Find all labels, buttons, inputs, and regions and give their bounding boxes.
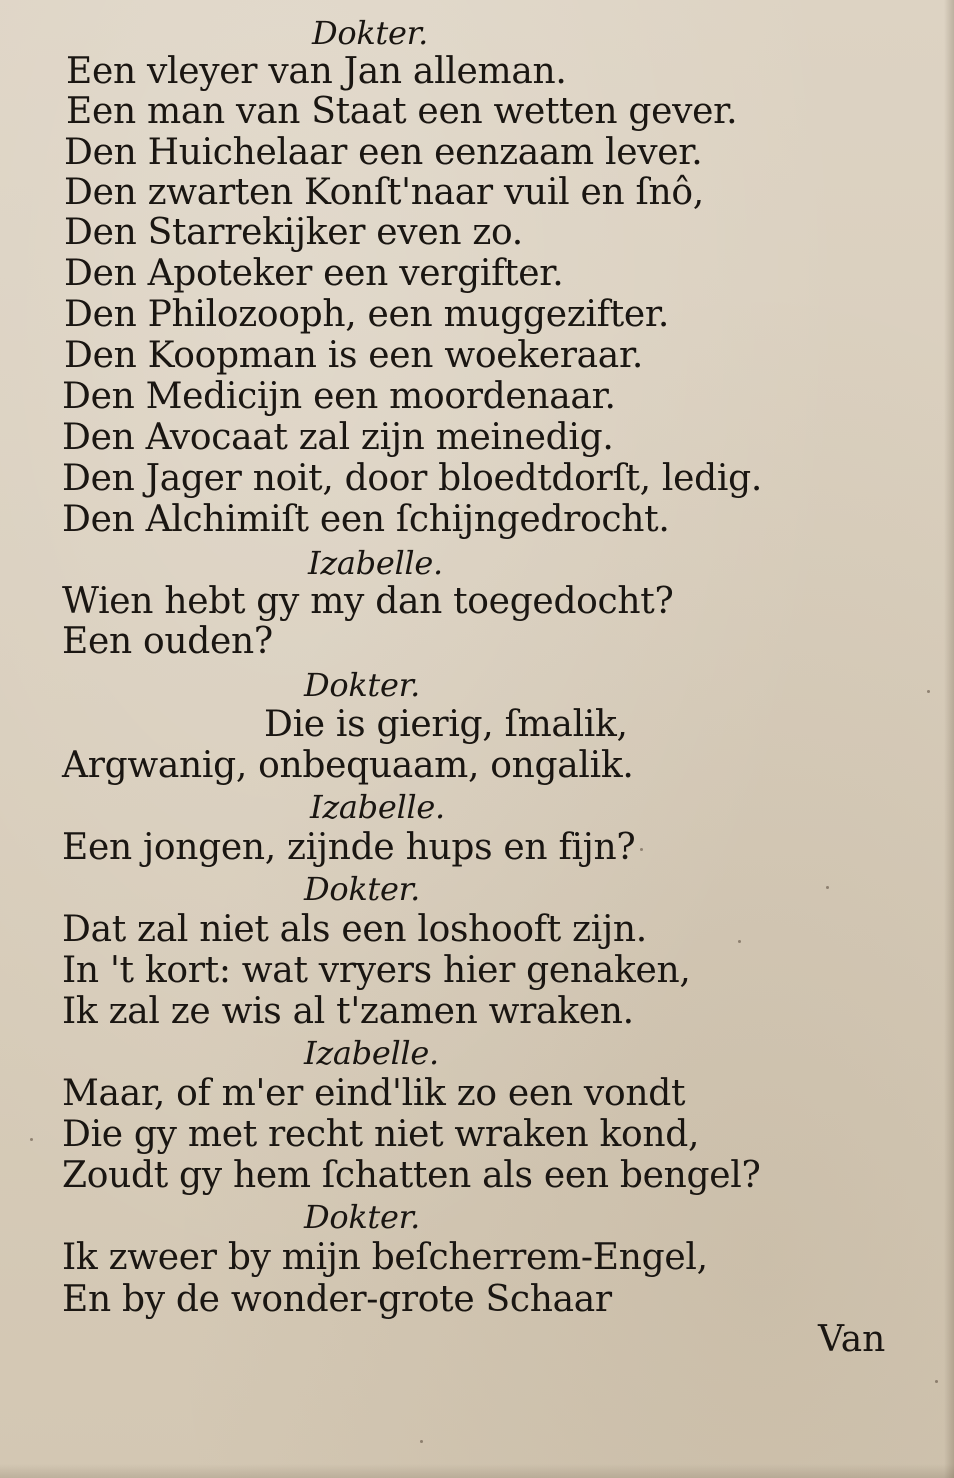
verse-line: In 't kort: wat vryers hier genaken, <box>62 950 691 991</box>
verse-line: Den Avocaat zal zijn meinedig. <box>62 417 614 458</box>
verse-line: Ik zweer by mijn beſcherrem-Engel, <box>62 1237 708 1278</box>
verse-line: Zoudt gy hem ſchatten als een bengel? <box>62 1155 761 1196</box>
paper-speck <box>420 1440 423 1443</box>
verse-line: Den Huichelaar een eenzaam lever. <box>64 132 703 173</box>
verse-line: Maar, of m'er eind'lik zo een vondt <box>62 1073 686 1114</box>
speaker-heading: Dokter. <box>304 666 420 704</box>
paper-speck <box>528 268 531 271</box>
verse-line: Den Philozooph, een muggezifter. <box>64 294 669 335</box>
verse-line: Den Alchimiſt een ſchijngedrocht. <box>62 499 670 540</box>
speaker-heading: Izabelle. <box>310 788 445 826</box>
verse-line: Een vleyer van Jan alleman. <box>66 51 567 92</box>
catchword: Van <box>818 1319 886 1360</box>
paper-speck <box>738 940 741 943</box>
verse-line: Argwanig, onbequaam, ongalik. <box>62 745 634 786</box>
page-edge-shadow <box>944 0 954 1478</box>
paper-speck <box>935 1380 938 1383</box>
verse-line: Wien hebt gy my dan toegedocht? <box>62 581 674 622</box>
verse-line: Den Medicijn een moordenaar. <box>62 376 616 417</box>
speaker-heading: Dokter. <box>304 1198 420 1236</box>
verse-line: Een man van Staat een wetten gever. <box>66 91 738 132</box>
verse-line: Den Apoteker een vergifter. <box>64 253 564 294</box>
verse-line: Den Jager noit, door bloedtdorſt, ledig. <box>62 458 762 499</box>
verse-line: Die gy met recht niet wraken kond, <box>62 1114 700 1155</box>
paper-speck <box>826 886 829 889</box>
verse-line: Die is gierig, ſmalik, <box>264 704 628 745</box>
speaker-heading: Dokter. <box>312 14 428 52</box>
verse-line: Een jongen, zijnde hups en fijn? <box>62 827 636 868</box>
page-bottom-shadow <box>0 1464 954 1478</box>
speaker-heading: Izabelle. <box>308 544 443 582</box>
paper-speck <box>927 690 930 693</box>
verse-line: Den Starrekijker even zo. <box>64 212 523 253</box>
speaker-heading: Dokter. <box>304 870 420 908</box>
verse-line: Den Koopman is een woekeraar. <box>64 335 644 376</box>
paper-speck <box>30 1138 33 1141</box>
verse-line: Den zwarten Konſt'naar vuil en ſnô, <box>64 172 704 213</box>
verse-line: Ik zal ze wis al t'zamen wraken. <box>62 991 634 1032</box>
verse-line: Een ouden? <box>62 621 273 662</box>
verse-line: En by de wonder-grote Schaar <box>62 1279 612 1320</box>
paper-speck <box>640 848 643 851</box>
speaker-heading: Izabelle. <box>304 1034 439 1072</box>
verse-line: Dat zal niet als een loshooft zijn. <box>62 909 647 950</box>
